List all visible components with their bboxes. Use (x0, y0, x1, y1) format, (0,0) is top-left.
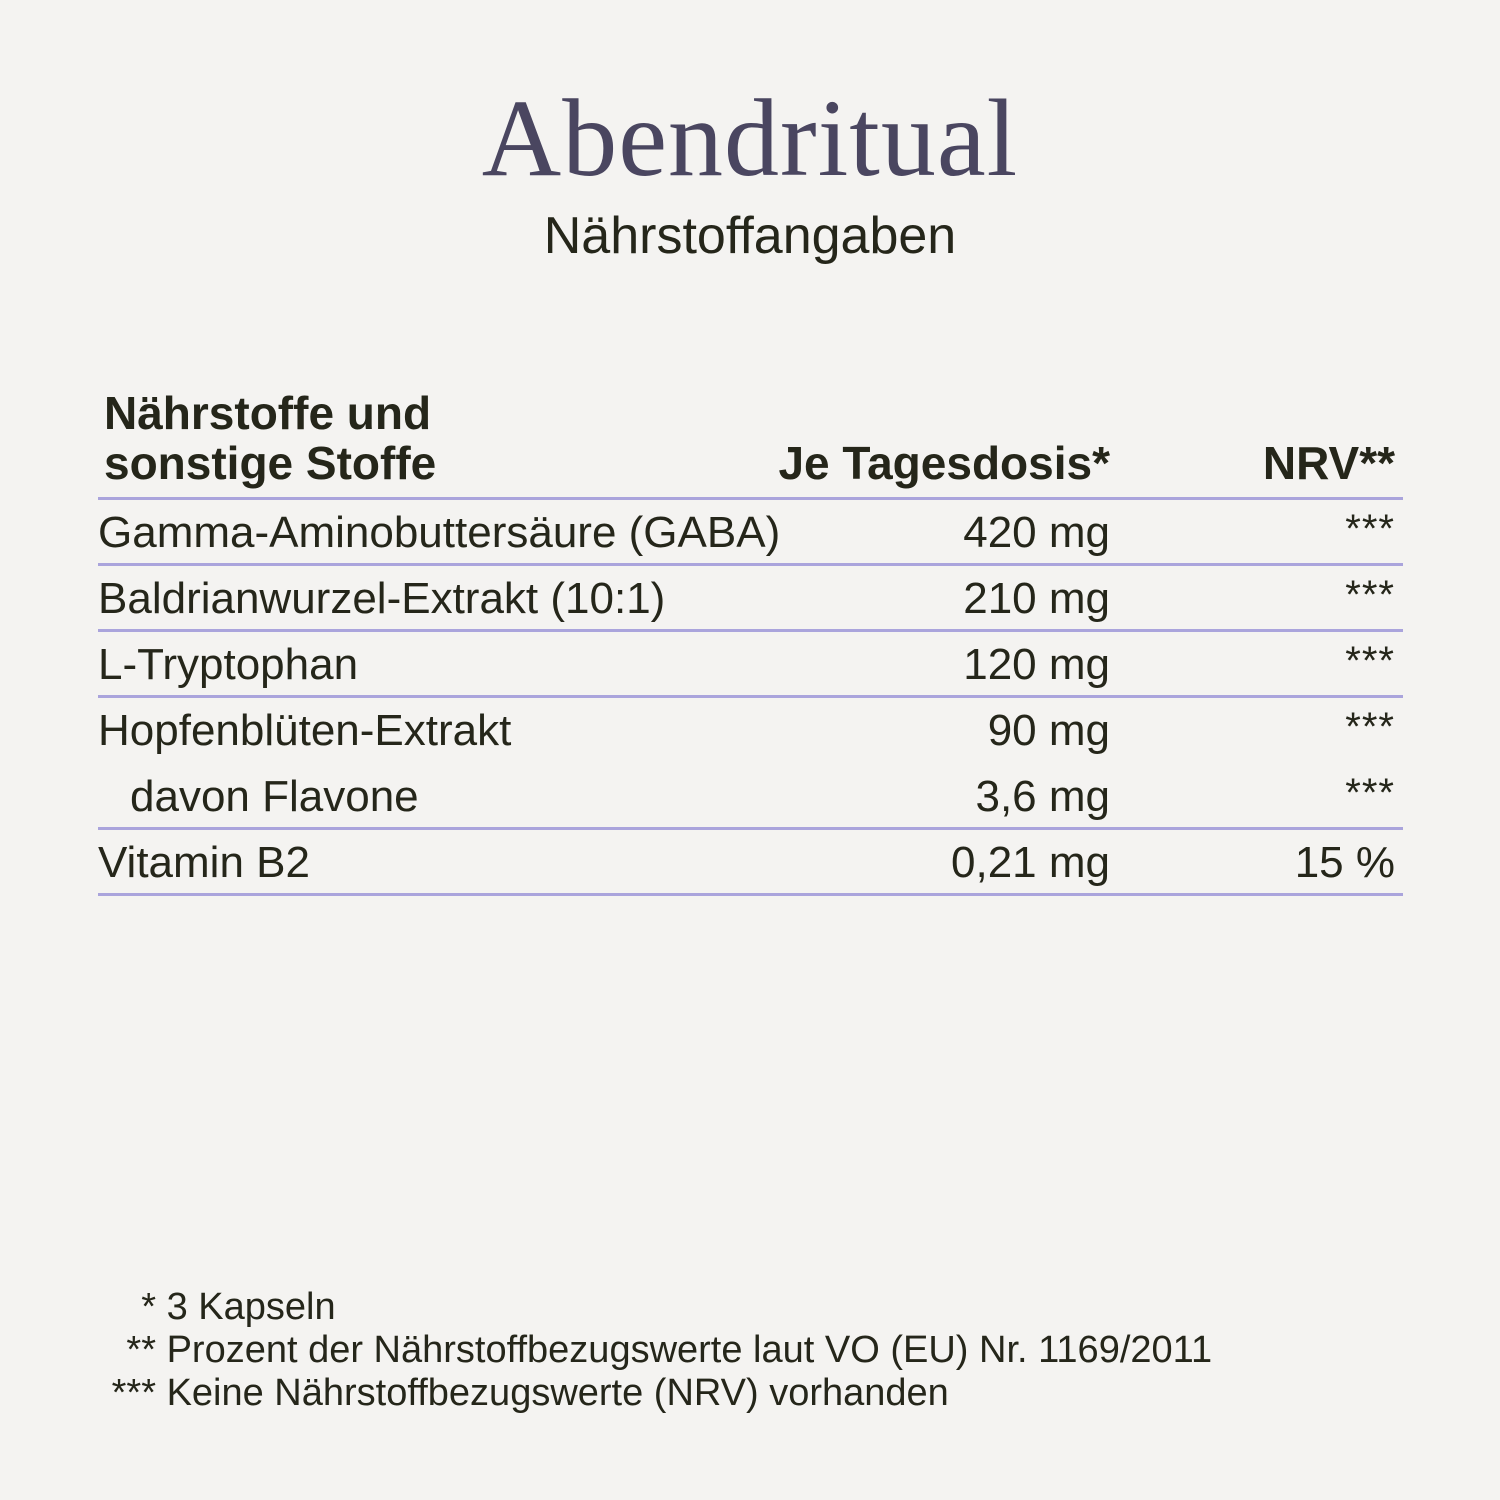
footnote (98, 1329, 1212, 1372)
table-row (98, 830, 1403, 896)
table-header (98, 382, 1403, 500)
column-header-nutrients (104, 388, 624, 488)
footnote (98, 1286, 1212, 1329)
footnote (98, 1372, 1212, 1415)
nutrient-dose: 420 mg (963, 508, 1110, 557)
footnote-mark: * (141, 1286, 156, 1328)
nutrient-dose: 210 mg (963, 574, 1110, 623)
nutrient-nrv: *** (1345, 705, 1395, 749)
page-subtitle: Nährstoffangaben (543, 207, 957, 265)
column-header-nutrients-line2: sonstige Stoffe (104, 437, 437, 489)
nutrient-nrv: *** (1345, 771, 1395, 815)
nutrient-nrv: 15 % (1294, 838, 1395, 887)
table-row (98, 764, 1403, 830)
footnote-text: Prozent der Nährstoffbezugswerte laut VO (EU) Nr. 1169/2011 (166, 1329, 1213, 1371)
table-row (98, 698, 1403, 764)
table-row (98, 632, 1403, 698)
nutrient-dose: 90 mg (987, 706, 1110, 755)
nutrient-nrv: *** (1345, 573, 1395, 617)
column-header-nutrients-line1: Nährstoffe und (104, 387, 432, 439)
table-row (98, 566, 1403, 632)
nutrient-dose: 120 mg (963, 640, 1110, 689)
nutrient-nrv: *** (1345, 639, 1395, 683)
nutrient-name: L-Tryptophan (98, 640, 359, 689)
table-row (98, 500, 1403, 566)
nutrient-nrv: *** (1345, 507, 1395, 551)
nutrient-dose: 0,21 mg (951, 838, 1110, 887)
page-title: Abendritual (481, 77, 1019, 199)
column-header-daily-dose: Je Tagesdosis* (778, 437, 1110, 489)
nutrient-name: Vitamin B2 (98, 838, 310, 887)
footnote-text: Keine Nährstoffbezugswerte (NRV) vorhanden (166, 1372, 949, 1414)
footnote-text: 3 Kapseln (166, 1286, 336, 1328)
footnotes (98, 1286, 1212, 1415)
nutrient-name: Gamma-Aminobuttersäure (GABA) (98, 508, 781, 557)
footnote-mark: ** (126, 1329, 156, 1371)
nutrient-subitem-name: davon Flavone (130, 772, 419, 821)
nutrient-name: Hopfenblüten-Extrakt (98, 706, 512, 755)
nutrient-name: Baldrianwurzel-Extrakt (10:1) (98, 574, 666, 623)
nutrient-dose: 3,6 mg (975, 772, 1110, 821)
column-header-nrv: NRV** (1262, 437, 1395, 489)
nutrition-table (98, 382, 1403, 896)
footnote-mark: *** (111, 1372, 156, 1414)
